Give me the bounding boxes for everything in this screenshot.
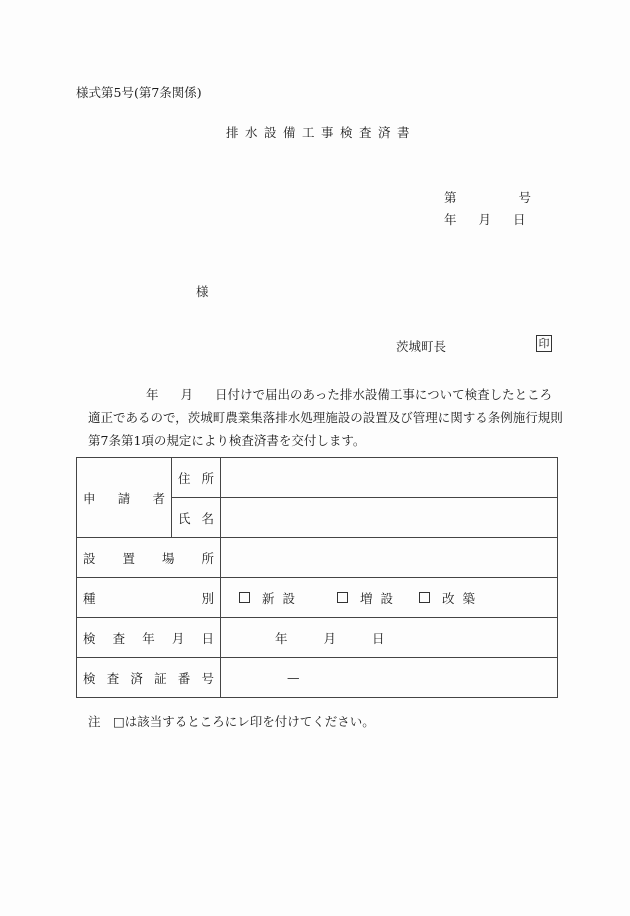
certificate-number-label: 検 査 済 証 番 号 [77,658,221,698]
checkbox-icon[interactable] [419,592,430,603]
table-row-location [77,538,558,578]
body-month: 月 [180,387,194,402]
doc-date-day: 日 [513,212,526,227]
location-field[interactable] [221,538,558,578]
checkbox-icon[interactable] [239,592,250,603]
table-row-applicant-address [77,458,558,498]
doc-number-prefix: 第 [444,190,457,205]
table-row-type [77,578,558,618]
table-row-inspection-date [77,618,558,658]
body-paragraph: 日付けで届出のあった排水設備工事について検査したところ適正であるので，茨城町農業集落排水処理施設の設置及び管理に関する条例施行規則第7条第1項の規定により検査済書を交付します。 [88,387,563,448]
document-number [444,188,531,206]
name-field[interactable] [221,498,558,538]
seal-mark: 印 [536,335,552,352]
table-row-certificate-number [77,658,558,698]
inspection-date-label: 検 査 年 月 日 [77,618,221,658]
doc-date-month: 月 [478,212,492,227]
address-field[interactable] [221,458,558,498]
applicant-label: 申 請 者 [77,458,172,538]
certificate-number-field[interactable]: — [221,658,558,698]
doc-date-year: 年 [444,212,457,227]
doc-number-suffix: 号 [518,190,532,205]
document-title: 排水設備工事検査済書 [226,125,417,140]
checkbox-icon[interactable] [337,592,348,603]
name-label: 氏 名 [172,498,221,538]
issuer-name: 茨城町長 [396,339,447,354]
addressee-honorific: 様 [196,284,209,299]
body-year: 年 [146,387,159,402]
location-label: 設 置 場 所 [77,538,221,578]
checkbox-extension[interactable]: 増設 [337,589,401,607]
footnote: 注 □は該当するところにレ印を付けてください。 [88,714,375,729]
form-number: 様式第5号(第7条関係) [76,85,202,100]
inspection-form-table [76,457,558,698]
type-options [221,578,558,618]
body-text [88,383,563,452]
checkbox-new[interactable]: 新設 [239,589,303,607]
document-date [444,210,526,228]
address-label: 住 所 [172,458,221,498]
inspection-date-field[interactable]: 年 月 日 [221,618,558,658]
checkbox-rebuild[interactable]: 改築 [419,589,483,607]
type-label: 種 別 [77,578,221,618]
